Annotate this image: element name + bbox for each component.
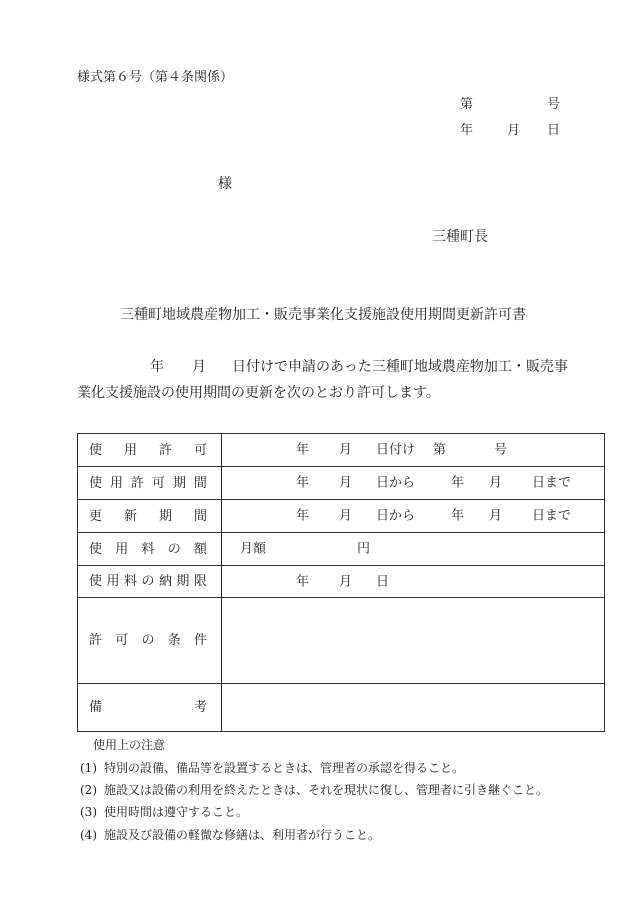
value-start-day: 日から — [376, 508, 416, 524]
table-label — [89, 510, 207, 523]
label-char: 許 — [130, 475, 144, 491]
notes-heading: 使用上の注意 — [93, 738, 166, 752]
value-start-day: 日から — [376, 475, 416, 491]
label-char: 用 — [115, 541, 129, 557]
label-char: 期 — [172, 475, 186, 491]
value-number-prefix: 第 — [433, 442, 447, 458]
label-char: 可 — [193, 442, 207, 458]
value-start-month: 月 — [339, 508, 353, 524]
note-number: (2) — [80, 783, 97, 797]
label-char: 期 — [176, 574, 190, 589]
label-char: 用 — [106, 574, 120, 589]
value-year: 年 — [296, 442, 310, 458]
value-end-day: 日まで — [532, 508, 572, 524]
doc-number-prefix: 第 — [460, 97, 474, 112]
value-start-year: 年 — [296, 475, 310, 491]
label-char: 期 — [158, 508, 172, 524]
table-row-fee-amount — [78, 533, 604, 566]
value-monthly-label: 月額 — [240, 541, 267, 557]
table-value-cell — [222, 598, 604, 683]
table-label — [89, 634, 207, 647]
label-char: 許 — [158, 442, 172, 458]
value-yen-unit: 円 — [357, 541, 371, 557]
value-end-month: 月 — [489, 475, 503, 491]
label-char: 可 — [115, 633, 129, 648]
table-value-cell — [222, 533, 604, 565]
label-char: 料 — [141, 541, 155, 557]
table-row-permit — [78, 434, 604, 467]
body-line1-text: 日付けで申請のあった三種町地域農産物加工・販売事 — [232, 359, 568, 375]
date-day: 日 — [547, 123, 561, 138]
doc-number-suffix: 号 — [547, 97, 561, 112]
value-end-year: 年 — [451, 508, 465, 524]
value-start-month: 月 — [339, 475, 353, 491]
note-text: 施設又は設備の利用を終えたときは、それを現状に復し、管理者に引き継ぐこと。 — [104, 783, 549, 797]
table-label-cell — [78, 533, 222, 565]
label-char: 件 — [193, 633, 207, 648]
label-char: 納 — [158, 574, 172, 589]
table-label-cell — [78, 467, 222, 499]
document-title: 三種町地域農産物加工・販売事業化支援施設使用期間更新許可書 — [120, 307, 526, 323]
form-number: 様式第６号（第４条関係） — [77, 70, 234, 85]
value-end-year: 年 — [451, 475, 465, 491]
table-label-cell — [78, 598, 222, 683]
label-char: 使 — [89, 442, 103, 458]
value-month: 月 — [339, 574, 353, 589]
table-label — [89, 477, 207, 490]
label-char: 許 — [89, 633, 103, 648]
table-label — [89, 444, 207, 457]
table-value-cell — [222, 434, 604, 466]
table-value-cell — [222, 684, 604, 731]
body-year: 年 — [150, 359, 164, 375]
note-text: 使用時間は遵守すること。 — [104, 805, 249, 819]
label-char: 額 — [193, 541, 207, 557]
value-number-suffix: 号 — [494, 442, 508, 458]
label-char: の — [167, 541, 181, 557]
value-end-month: 月 — [489, 508, 503, 524]
table-value-cell — [222, 500, 604, 532]
table-label — [89, 543, 207, 556]
note-text: 特別の設備、備品等を設置するときは、管理者の承認を得ること。 — [104, 761, 465, 775]
value-month: 月 — [339, 442, 353, 458]
table-row-conditions — [78, 598, 604, 684]
label-char: 条 — [167, 633, 181, 648]
value-day-dated: 日付け — [376, 442, 416, 458]
value-start-year: 年 — [296, 508, 310, 524]
table-value-cell — [222, 566, 604, 597]
label-char: 間 — [193, 475, 207, 491]
label-char: 新 — [123, 508, 137, 524]
value-end-day: 日まで — [532, 475, 572, 491]
label-char: 用 — [123, 442, 137, 458]
table-row-renewal-period — [78, 500, 604, 533]
body-line2-text: 業化支援施設の使用期間の更新を次のとおり許可します。 — [77, 385, 440, 401]
label-char: 更 — [89, 508, 103, 524]
label-char: 用 — [109, 475, 123, 491]
value-day: 日 — [376, 574, 390, 589]
label-char: 備 — [89, 700, 103, 715]
label-char: の — [141, 633, 155, 648]
label-char: の — [141, 574, 155, 589]
table-label — [89, 701, 207, 714]
table-label-cell — [78, 566, 222, 597]
table-label-cell — [78, 434, 222, 466]
table-label-cell — [78, 500, 222, 532]
body-month: 月 — [192, 359, 206, 375]
table-row-remarks — [78, 684, 604, 731]
date-month: 月 — [507, 123, 521, 138]
table-value-cell — [222, 467, 604, 499]
label-char: 使 — [89, 541, 103, 557]
value-year: 年 — [296, 574, 310, 589]
note-number: (4) — [80, 828, 97, 842]
label-char: 料 — [123, 574, 137, 589]
table-label-cell — [78, 684, 222, 731]
note-number: (3) — [80, 805, 97, 819]
table-label — [89, 575, 207, 588]
label-char: 使 — [89, 574, 103, 589]
note-number: (1) — [80, 761, 97, 775]
label-char: 使 — [89, 475, 103, 491]
label-char: 限 — [193, 574, 207, 589]
issuer-name: 三種町長 — [432, 229, 488, 245]
date-year: 年 — [460, 123, 474, 138]
table-row-payment-deadline — [78, 566, 604, 598]
label-char: 可 — [151, 475, 165, 491]
addressee-honorific: 様 — [218, 176, 232, 192]
table-row-permit-period — [78, 467, 604, 500]
label-char: 間 — [193, 508, 207, 524]
label-char: 考 — [193, 700, 207, 715]
permit-table — [77, 433, 605, 732]
note-text: 施設及び設備の軽微な修繕は、利用者が行うこと。 — [104, 828, 381, 842]
